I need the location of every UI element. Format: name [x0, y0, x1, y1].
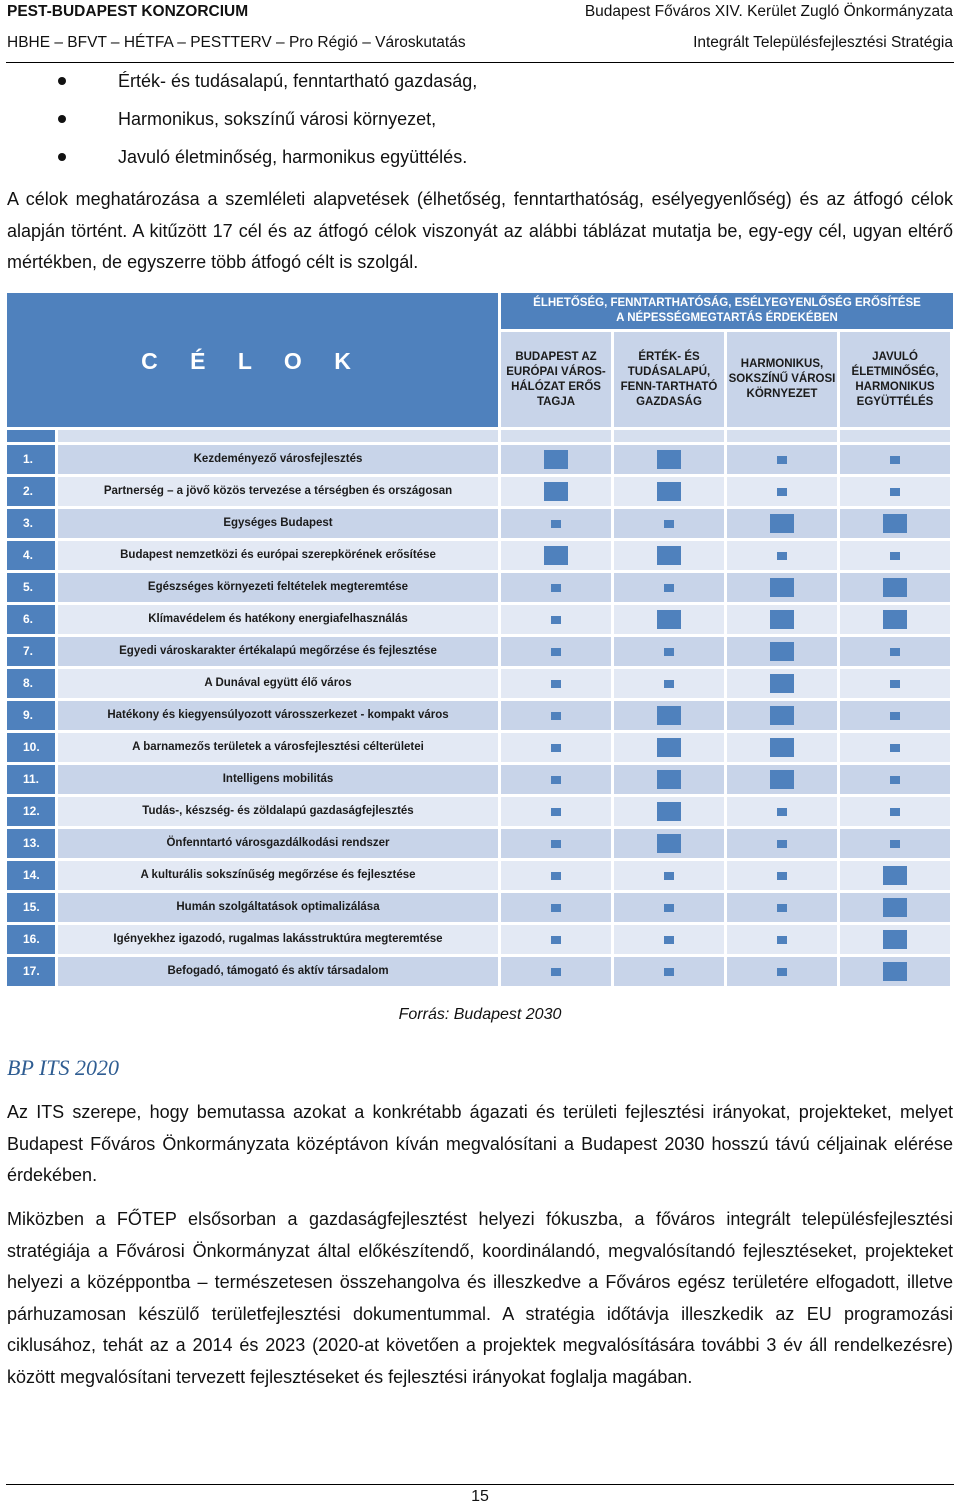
relation-cell: [727, 829, 837, 858]
section-title: BP ITS 2020: [7, 1055, 120, 1080]
header-consortium: PEST-BUDAPEST KONZORCIUM: [7, 3, 249, 20]
strong-relation-marker-icon: [657, 546, 681, 565]
relation-cell: [614, 669, 724, 698]
strong-relation-marker-icon: [770, 514, 794, 533]
weak-relation-marker-icon: [890, 776, 900, 784]
weak-relation-marker-icon: [777, 904, 787, 912]
relation-cell: [727, 797, 837, 826]
weak-relation-marker-icon: [777, 456, 787, 464]
relation-cell: [501, 957, 611, 986]
relation-cell: [840, 445, 950, 474]
strong-relation-marker-icon: [657, 610, 681, 629]
bullet-dot-icon: [58, 153, 66, 161]
goal-number: 9.: [7, 701, 55, 730]
header-doc-title: Integrált Településfejlesztési Stratégia: [693, 34, 953, 51]
relation-cell: [501, 701, 611, 730]
strategy-paragraph: Miközben a FŐTEP elsősorban a gazdaságfejlesztést helyezi fókuszba, a főváros integrált településfejlesztési stratégiája a Fővárosi Önkormányzat által előkészítendő, koordinálandó, megvalósítandó fejlesztéseket, projekteket helyezi a középpontba – természetesen összehangolva és illeszkedve a Főváros egész területére elfogadott, illetve párhuzamosan készülő területfejlesztési dokumentummal. A stratégia időtávja illeszkedik az EU programozási ciklusához, tehát az a 2014 és 2023 (2020-at követően a projektek megvalósítására további 3 év áll rendelkezésre) között megvalósítani tervezett fejlesztéseket és fejlesztési irányokat foglalja magában.: [7, 1209, 953, 1387]
relation-cell: [840, 701, 950, 730]
relation-cell: [614, 701, 724, 730]
strong-relation-marker-icon: [657, 706, 681, 725]
weak-relation-marker-icon: [551, 840, 561, 848]
relation-cell: [840, 957, 950, 986]
relation-cell: [727, 605, 837, 634]
relation-cell: [840, 669, 950, 698]
weak-relation-marker-icon: [890, 456, 900, 464]
goal-title: Klímavédelem és hatékony energiafelhasználás: [58, 605, 498, 634]
relation-cell: [614, 957, 724, 986]
header-partners: HBHE – BFVT – HÉTFA – PESTTERV – Pro Régió – Városkutatás: [7, 34, 466, 51]
relation-cell: [614, 733, 724, 762]
header-spacer-row: [7, 430, 953, 442]
goal-number: 3.: [7, 509, 55, 538]
strong-relation-marker-icon: [657, 738, 681, 757]
relation-cell: [727, 637, 837, 666]
goal-title: Intelligens mobilitás: [58, 765, 498, 794]
weak-relation-marker-icon: [664, 648, 674, 656]
strong-relation-marker-icon: [544, 450, 568, 469]
weak-relation-marker-icon: [551, 936, 561, 944]
strong-relation-marker-icon: [657, 834, 681, 853]
relation-cell: [614, 925, 724, 954]
goal-row: [7, 637, 953, 666]
goal-row: [7, 605, 953, 634]
weak-relation-marker-icon: [551, 904, 561, 912]
relation-cell: [727, 477, 837, 506]
relation-cell: [840, 509, 950, 538]
goal-title: Tudás-, készség- és zöldalapú gazdaságfejlesztés: [58, 797, 498, 826]
relation-cell: [727, 861, 837, 890]
weak-relation-marker-icon: [890, 648, 900, 656]
relation-cell: [727, 669, 837, 698]
goal-row: [7, 477, 953, 506]
relation-cell: [614, 541, 724, 570]
banner-line-1: ÉLHETŐSÉG, FENNTARTHATÓSÁG, ESÉLYEGYENLŐSÉG ERŐSÍTÉSE: [533, 297, 921, 309]
relation-cell: [840, 925, 950, 954]
weak-relation-marker-icon: [777, 968, 787, 976]
goal-title: A kulturális sokszínűség megőrzése és fejlesztése: [58, 861, 498, 890]
goal-row: [7, 893, 953, 922]
relation-cell: [501, 605, 611, 634]
goal-number: 13.: [7, 829, 55, 858]
relation-cell: [501, 637, 611, 666]
objective-label: HARMONIKUS, SOKSZÍNŰ VÁROSI KÖRNYEZET: [728, 358, 836, 400]
goal-row: [7, 669, 953, 698]
banner-line-2: A NÉPESSÉGMEGTARTÁS ÉRDEKÉBEN: [616, 312, 838, 324]
goal-row: [7, 957, 953, 986]
weak-relation-marker-icon: [664, 680, 674, 688]
relation-cell: [840, 637, 950, 666]
relation-cell: [501, 765, 611, 794]
relation-cell: [727, 573, 837, 602]
strong-relation-marker-icon: [883, 866, 907, 885]
goal-row: [7, 701, 953, 730]
goal-title: Kezdeményező városfejlesztés: [58, 445, 498, 474]
strong-relation-marker-icon: [883, 578, 907, 597]
goal-number: 14.: [7, 861, 55, 890]
goal-title: A barnamezős területek a városfejlesztési célterületei: [58, 733, 498, 762]
spacer-cell: [727, 430, 837, 442]
page-number: 15: [471, 1488, 489, 1505]
goal-number: 10.: [7, 733, 55, 762]
goal-row: [7, 765, 953, 794]
goal-row: [7, 925, 953, 954]
relation-cell: [501, 797, 611, 826]
weak-relation-marker-icon: [890, 744, 900, 752]
relation-cell: [501, 541, 611, 570]
page-header: [0, 0, 960, 64]
goal-row: [7, 829, 953, 858]
relation-cell: [501, 893, 611, 922]
relation-cell: [501, 477, 611, 506]
goal-number: 11.: [7, 765, 55, 794]
goal-title: Önfenntartó városgazdálkodási rendszer: [58, 829, 498, 858]
bullet-text: Érték- és tudásalapú, fenntartható gazdaság,: [118, 71, 478, 91]
relation-cell: [501, 669, 611, 698]
spacer-cell: [614, 430, 724, 442]
goal-number: 6.: [7, 605, 55, 634]
strong-relation-marker-icon: [770, 738, 794, 757]
relation-cell: [501, 829, 611, 858]
weak-relation-marker-icon: [777, 936, 787, 944]
relation-cell: [840, 797, 950, 826]
spacer-cell: [501, 430, 611, 442]
goal-number: 15.: [7, 893, 55, 922]
weak-relation-marker-icon: [551, 872, 561, 880]
strong-relation-marker-icon: [883, 610, 907, 629]
goal-title: Hatékony és kiegyensúlyozott városszerkezet - kompakt város: [58, 701, 498, 730]
weak-relation-marker-icon: [664, 584, 674, 592]
weak-relation-marker-icon: [551, 712, 561, 720]
relation-cell: [840, 605, 950, 634]
relation-cell: [840, 477, 950, 506]
relation-cell: [614, 477, 724, 506]
bullet-item: [0, 106, 960, 132]
relation-cell: [614, 765, 724, 794]
relation-cell: [501, 445, 611, 474]
bullet-item: [0, 144, 960, 170]
overarching-banner: [501, 293, 953, 329]
goal-number: 17.: [7, 957, 55, 986]
goal-title: Egészséges környezeti feltételek megteremtése: [58, 573, 498, 602]
weak-relation-marker-icon: [551, 680, 561, 688]
goal-row: [7, 733, 953, 762]
relation-cell: [727, 733, 837, 762]
strong-relation-marker-icon: [657, 450, 681, 469]
weak-relation-marker-icon: [551, 584, 561, 592]
spacer-cell: [7, 430, 55, 442]
header-rule: [6, 62, 954, 63]
goal-row: [7, 573, 953, 602]
relation-cell: [501, 925, 611, 954]
goal-title: Egyedi városkarakter értékalapú megőrzése és fejlesztése: [58, 637, 498, 666]
weak-relation-marker-icon: [551, 648, 561, 656]
goal-title: Partnerség – a jövő közös tervezése a térségben és országosan: [58, 477, 498, 506]
goal-title: Egységes Budapest: [58, 509, 498, 538]
intro-paragraph: A célok meghatározása a szemléleti alapvetések (élhetőség, fenntarthatóság, esélyegyenlőség) és az átfogó célok alapján történt. A kitűzött 17 cél és az átfogó célok viszonyát az alábbi táblázat mutatja be, egy-egy cél, ugyan eltérő mértékben, de egyszerre több átfogó célt is szolgál.: [7, 189, 953, 273]
weak-relation-marker-icon: [777, 840, 787, 848]
footer-rule: [6, 1484, 954, 1485]
goal-title: A Dunával együtt élő város: [58, 669, 498, 698]
objective-header-4: [840, 332, 950, 427]
bullet-text: Javuló életminőség, harmonikus együttélés.: [118, 147, 468, 167]
weak-relation-marker-icon: [551, 808, 561, 816]
relation-cell: [614, 893, 724, 922]
goal-title: Humán szolgáltatások optimalizálása: [58, 893, 498, 922]
relation-cell: [840, 893, 950, 922]
goal-title: Befogadó, támogató és aktív társadalom: [58, 957, 498, 986]
weak-relation-marker-icon: [777, 872, 787, 880]
relation-cell: [727, 957, 837, 986]
goal-title: Budapest nemzetközi és európai szerepkörének erősítése: [58, 541, 498, 570]
strong-relation-marker-icon: [883, 514, 907, 533]
relation-cell: [727, 893, 837, 922]
weak-relation-marker-icon: [777, 488, 787, 496]
relation-cell: [727, 701, 837, 730]
its-role-paragraph: Az ITS szerepe, hogy bemutassa azokat a konkrétabb ágazati és területi fejlesztési irányokat, projekteket, melyet Budapest Főváros Önkormányzata középtávon kíván megvalósítani a Budapest 2030 hosszú távú céljainak elérése érdekében.: [7, 1102, 953, 1186]
relation-cell: [614, 573, 724, 602]
goals-header-label: C É L O K: [141, 348, 364, 374]
relation-cell: [614, 797, 724, 826]
relation-cell: [501, 861, 611, 890]
goal-title: Igényekhez igazodó, rugalmas lakásstruktúra megteremtése: [58, 925, 498, 954]
strong-relation-marker-icon: [544, 546, 568, 565]
weak-relation-marker-icon: [777, 808, 787, 816]
goal-number: 5.: [7, 573, 55, 602]
weak-relation-marker-icon: [890, 680, 900, 688]
strong-relation-marker-icon: [657, 770, 681, 789]
goal-number: 12.: [7, 797, 55, 826]
strong-relation-marker-icon: [770, 706, 794, 725]
weak-relation-marker-icon: [551, 968, 561, 976]
objective-label: BUDAPEST AZ EURÓPAI VÁROS-HÁLÓZAT ERŐS TAGJA: [506, 350, 606, 408]
relation-cell: [840, 541, 950, 570]
weak-relation-marker-icon: [664, 968, 674, 976]
goal-number: 1.: [7, 445, 55, 474]
weak-relation-marker-icon: [551, 776, 561, 784]
objective-label: JAVULÓ ÉLETMINŐSÉG, HARMONIKUS EGYÜTTÉLÉS: [851, 350, 939, 408]
weak-relation-marker-icon: [551, 520, 561, 528]
goal-row: [7, 797, 953, 826]
goal-row: [7, 541, 953, 570]
strong-relation-marker-icon: [770, 610, 794, 629]
strong-relation-marker-icon: [544, 482, 568, 501]
spacer-cell: [840, 430, 950, 442]
weak-relation-marker-icon: [664, 872, 674, 880]
goal-row: [7, 445, 953, 474]
weak-relation-marker-icon: [551, 616, 561, 624]
strong-relation-marker-icon: [770, 642, 794, 661]
weak-relation-marker-icon: [551, 744, 561, 752]
strong-relation-marker-icon: [770, 578, 794, 597]
relation-cell: [501, 509, 611, 538]
relation-cell: [840, 861, 950, 890]
relation-cell: [727, 925, 837, 954]
relation-cell: [840, 733, 950, 762]
weak-relation-marker-icon: [890, 840, 900, 848]
relation-cell: [614, 637, 724, 666]
relation-cell: [614, 605, 724, 634]
goal-number: 16.: [7, 925, 55, 954]
bullet-item: [0, 68, 960, 94]
strong-relation-marker-icon: [770, 674, 794, 693]
relation-cell: [614, 861, 724, 890]
relation-cell: [727, 765, 837, 794]
weak-relation-marker-icon: [664, 904, 674, 912]
strong-relation-marker-icon: [770, 770, 794, 789]
strong-relation-marker-icon: [657, 482, 681, 501]
strong-relation-marker-icon: [657, 802, 681, 821]
goals-table: [7, 293, 953, 987]
relation-cell: [840, 765, 950, 794]
goals-header-cell: [7, 293, 498, 427]
weak-relation-marker-icon: [890, 808, 900, 816]
bullet-dot-icon: [58, 115, 66, 123]
bullet-text: Harmonikus, sokszínű városi környezet,: [118, 109, 437, 129]
table-source-caption: Forrás: Budapest 2030: [398, 1006, 562, 1023]
relation-cell: [727, 541, 837, 570]
weak-relation-marker-icon: [777, 552, 787, 560]
bullet-dot-icon: [58, 77, 66, 85]
goal-number: 2.: [7, 477, 55, 506]
relation-cell: [614, 445, 724, 474]
goal-number: 8.: [7, 669, 55, 698]
relation-cell: [614, 509, 724, 538]
relation-cell: [501, 573, 611, 602]
spacer-cell: [58, 430, 498, 442]
goal-number: 4.: [7, 541, 55, 570]
header-municipality: Budapest Főváros XIV. Kerület Zugló Önkormányzata: [584, 3, 953, 20]
strong-relation-marker-icon: [883, 898, 907, 917]
objective-header-1: [501, 332, 611, 427]
relation-cell: [840, 829, 950, 858]
objective-label: ÉRTÉK- ÉS TUDÁSALAPÚ, FENN-TARTHATÓ GAZDASÁG: [620, 350, 718, 408]
weak-relation-marker-icon: [890, 488, 900, 496]
goal-row: [7, 861, 953, 890]
weak-relation-marker-icon: [664, 936, 674, 944]
strong-relation-marker-icon: [883, 930, 907, 949]
relation-cell: [727, 445, 837, 474]
relation-cell: [727, 509, 837, 538]
weak-relation-marker-icon: [890, 712, 900, 720]
relation-cell: [614, 829, 724, 858]
weak-relation-marker-icon: [664, 520, 674, 528]
objective-header-3: [727, 332, 837, 427]
weak-relation-marker-icon: [890, 552, 900, 560]
relation-cell: [501, 733, 611, 762]
relation-cell: [840, 573, 950, 602]
strong-relation-marker-icon: [883, 962, 907, 981]
goal-number: 7.: [7, 637, 55, 666]
goal-row: [7, 509, 953, 538]
objective-header-2: [614, 332, 724, 427]
